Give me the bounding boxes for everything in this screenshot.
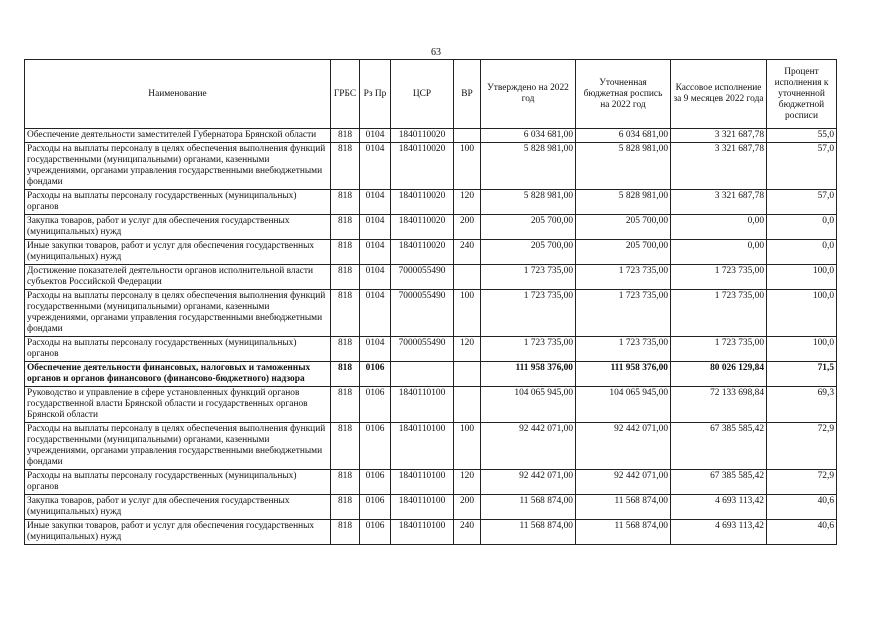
cell-cash: 80 026 129,84: [671, 362, 767, 387]
cell-vr: 100: [454, 143, 481, 190]
cell-rzpr: 0104: [360, 290, 391, 337]
table-row: [25, 337, 837, 362]
cell-rzpr: 0104: [360, 240, 391, 265]
cell-grbs: 818: [331, 387, 360, 423]
cell-approved: 205 700,00: [481, 215, 576, 240]
cell-name: Закупка товаров, работ и услуг для обеспечения государственных (муниципальных) нужд: [25, 215, 331, 240]
cell-approved: 11 568 874,00: [481, 495, 576, 520]
cell-grbs: 818: [331, 190, 360, 215]
cell-csr: 1840110020: [391, 143, 454, 190]
cell-csr: 7000055490: [391, 290, 454, 337]
cell-rzpr: 0104: [360, 143, 391, 190]
cell-vr: 120: [454, 337, 481, 362]
cell-csr: 1840110100: [391, 423, 454, 470]
cell-rzpr: 0106: [360, 495, 391, 520]
page-number: 63: [431, 47, 441, 58]
cell-rzpr: 0106: [360, 423, 391, 470]
cell-cash: 3 321 687,78: [671, 190, 767, 215]
cell-percent: 40,6: [767, 520, 837, 545]
cell-vr: 200: [454, 215, 481, 240]
cell-grbs: 818: [331, 362, 360, 387]
header-cash: Кассовое исполнение за 9 месяцев 2022 года: [671, 60, 767, 129]
table-row: [25, 423, 837, 470]
cell-csr: 1840110100: [391, 520, 454, 545]
budget-execution-table: [24, 59, 837, 545]
cell-grbs: 818: [331, 423, 360, 470]
cell-csr: 1840110020: [391, 215, 454, 240]
cell-cash: 3 321 687,78: [671, 129, 767, 143]
cell-name: Расходы на выплаты персоналу в целях обеспечения выполнения функций государственными (муниципальными) органами, казенными учреждениями, органами управления государственными внебюджетными фондами: [25, 290, 331, 337]
cell-grbs: 818: [331, 337, 360, 362]
cell-approved: 205 700,00: [481, 240, 576, 265]
cell-vr: 120: [454, 470, 481, 495]
cell-grbs: 818: [331, 215, 360, 240]
table-row: [25, 129, 837, 143]
table-row: [25, 290, 837, 337]
cell-refined: 92 442 071,00: [576, 423, 671, 470]
cell-vr: [454, 387, 481, 423]
cell-name: Расходы на выплаты персоналу в целях обеспечения выполнения функций государственными (муниципальными) органами, казенными учреждениями, органами управления государственными внебюджетными фондами: [25, 143, 331, 190]
cell-grbs: 818: [331, 520, 360, 545]
cell-cash: 0,00: [671, 215, 767, 240]
cell-name: Закупка товаров, работ и услуг для обеспечения государственных (муниципальных) нужд: [25, 495, 331, 520]
cell-rzpr: 0104: [360, 129, 391, 143]
cell-refined: 111 958 376,00: [576, 362, 671, 387]
cell-approved: 92 442 071,00: [481, 470, 576, 495]
cell-name: Иные закупки товаров, работ и услуг для обеспечения государственных (муниципальных) нужд: [25, 520, 331, 545]
cell-percent: 69,3: [767, 387, 837, 423]
cell-refined: 5 828 981,00: [576, 143, 671, 190]
cell-rzpr: 0106: [360, 520, 391, 545]
cell-name: Иные закупки товаров, работ и услуг для обеспечения государственных (муниципальных) нужд: [25, 240, 331, 265]
cell-approved: 104 065 945,00: [481, 387, 576, 423]
cell-percent: 57,0: [767, 143, 837, 190]
cell-rzpr: 0106: [360, 362, 391, 387]
cell-vr: [454, 129, 481, 143]
cell-cash: 72 133 698,84: [671, 387, 767, 423]
cell-refined: 1 723 735,00: [576, 290, 671, 337]
table-row: [25, 362, 837, 387]
cell-refined: 205 700,00: [576, 215, 671, 240]
cell-cash: 1 723 735,00: [671, 265, 767, 290]
cell-rzpr: 0104: [360, 265, 391, 290]
cell-cash: 67 385 585,42: [671, 470, 767, 495]
header-vr: ВР: [454, 60, 481, 129]
cell-name: Обеспечение деятельности финансовых, налоговых и таможенных органов и органов финансового (финансово-бюджетного) надзора: [25, 362, 331, 387]
cell-rzpr: 0106: [360, 387, 391, 423]
cell-refined: 104 065 945,00: [576, 387, 671, 423]
cell-percent: 100,0: [767, 337, 837, 362]
cell-vr: [454, 362, 481, 387]
cell-name: Руководство и управление в сфере установленных функций органов государственной власти Брянской области и государственных органов Брянской области: [25, 387, 331, 423]
cell-refined: 6 034 681,00: [576, 129, 671, 143]
cell-rzpr: 0106: [360, 470, 391, 495]
cell-approved: 111 958 376,00: [481, 362, 576, 387]
table-row: [25, 520, 837, 545]
header-percent: Процент исполнения к уточненной бюджетной росписи: [767, 60, 837, 129]
cell-approved: 11 568 874,00: [481, 520, 576, 545]
cell-csr: 1840110020: [391, 190, 454, 215]
cell-approved: 1 723 735,00: [481, 290, 576, 337]
cell-name: Достижение показателей деятельности органов исполнительной власти субъектов Российской Федерации: [25, 265, 331, 290]
table-row: [25, 265, 837, 290]
cell-cash: 3 321 687,78: [671, 143, 767, 190]
header-csr: ЦСР: [391, 60, 454, 129]
header-grbs: ГРБС: [331, 60, 360, 129]
cell-percent: 40,6: [767, 495, 837, 520]
cell-cash: 67 385 585,42: [671, 423, 767, 470]
cell-csr: 7000055490: [391, 337, 454, 362]
header-refined: Уточненная бюджетная роспись на 2022 год: [576, 60, 671, 129]
cell-csr: 1840110020: [391, 240, 454, 265]
cell-percent: 55,0: [767, 129, 837, 143]
cell-cash: 1 723 735,00: [671, 337, 767, 362]
table-row: [25, 470, 837, 495]
cell-percent: 0,0: [767, 240, 837, 265]
cell-name: Расходы на выплаты персоналу государственных (муниципальных) органов: [25, 470, 331, 495]
cell-csr: 1840110100: [391, 387, 454, 423]
cell-csr: 7000055490: [391, 265, 454, 290]
cell-rzpr: 0104: [360, 337, 391, 362]
cell-refined: 1 723 735,00: [576, 337, 671, 362]
cell-vr: 240: [454, 240, 481, 265]
cell-vr: 240: [454, 520, 481, 545]
cell-percent: 71,5: [767, 362, 837, 387]
cell-approved: 92 442 071,00: [481, 423, 576, 470]
cell-cash: 4 693 113,42: [671, 520, 767, 545]
cell-percent: 72,9: [767, 470, 837, 495]
cell-percent: 100,0: [767, 265, 837, 290]
cell-grbs: 818: [331, 240, 360, 265]
cell-name: Обеспечение деятельности заместителей Губернатора Брянской области: [25, 129, 331, 143]
cell-name: Расходы на выплаты персоналу государственных (муниципальных) органов: [25, 337, 331, 362]
cell-approved: 5 828 981,00: [481, 190, 576, 215]
cell-cash: 4 693 113,42: [671, 495, 767, 520]
cell-cash: 0,00: [671, 240, 767, 265]
cell-grbs: 818: [331, 129, 360, 143]
cell-refined: 11 568 874,00: [576, 495, 671, 520]
table-header-row: [25, 60, 837, 129]
cell-grbs: 818: [331, 290, 360, 337]
cell-rzpr: 0104: [360, 215, 391, 240]
header-name: Наименование: [25, 60, 331, 129]
cell-vr: 120: [454, 190, 481, 215]
cell-name: Расходы на выплаты персоналу в целях обеспечения выполнения функций государственными (муниципальными) органами, казенными учреждениями, органами управления государственными внебюджетными фондами: [25, 423, 331, 470]
cell-percent: 100,0: [767, 290, 837, 337]
cell-vr: [454, 265, 481, 290]
cell-refined: 92 442 071,00: [576, 470, 671, 495]
cell-name: Расходы на выплаты персоналу государственных (муниципальных) органов: [25, 190, 331, 215]
header-rzpr: Рз Пр: [360, 60, 391, 129]
cell-csr: 1840110020: [391, 129, 454, 143]
cell-refined: 11 568 874,00: [576, 520, 671, 545]
cell-csr: 1840110100: [391, 495, 454, 520]
cell-percent: 72,9: [767, 423, 837, 470]
table-row: [25, 215, 837, 240]
table-row: [25, 387, 837, 423]
cell-approved: 5 828 981,00: [481, 143, 576, 190]
cell-refined: 205 700,00: [576, 240, 671, 265]
cell-vr: 200: [454, 495, 481, 520]
table-row: [25, 240, 837, 265]
cell-csr: [391, 362, 454, 387]
cell-cash: 1 723 735,00: [671, 290, 767, 337]
cell-vr: 100: [454, 423, 481, 470]
cell-vr: 100: [454, 290, 481, 337]
cell-percent: 57,0: [767, 190, 837, 215]
cell-grbs: 818: [331, 495, 360, 520]
cell-grbs: 818: [331, 143, 360, 190]
table-row: [25, 190, 837, 215]
cell-percent: 0,0: [767, 215, 837, 240]
cell-csr: 1840110100: [391, 470, 454, 495]
cell-refined: 5 828 981,00: [576, 190, 671, 215]
cell-refined: 1 723 735,00: [576, 265, 671, 290]
cell-approved: 1 723 735,00: [481, 337, 576, 362]
table-row: [25, 143, 837, 190]
header-approved: Утверждено на 2022 год: [481, 60, 576, 129]
cell-rzpr: 0104: [360, 190, 391, 215]
cell-approved: 1 723 735,00: [481, 265, 576, 290]
cell-grbs: 818: [331, 265, 360, 290]
cell-approved: 6 034 681,00: [481, 129, 576, 143]
cell-grbs: 818: [331, 470, 360, 495]
table-row: [25, 495, 837, 520]
